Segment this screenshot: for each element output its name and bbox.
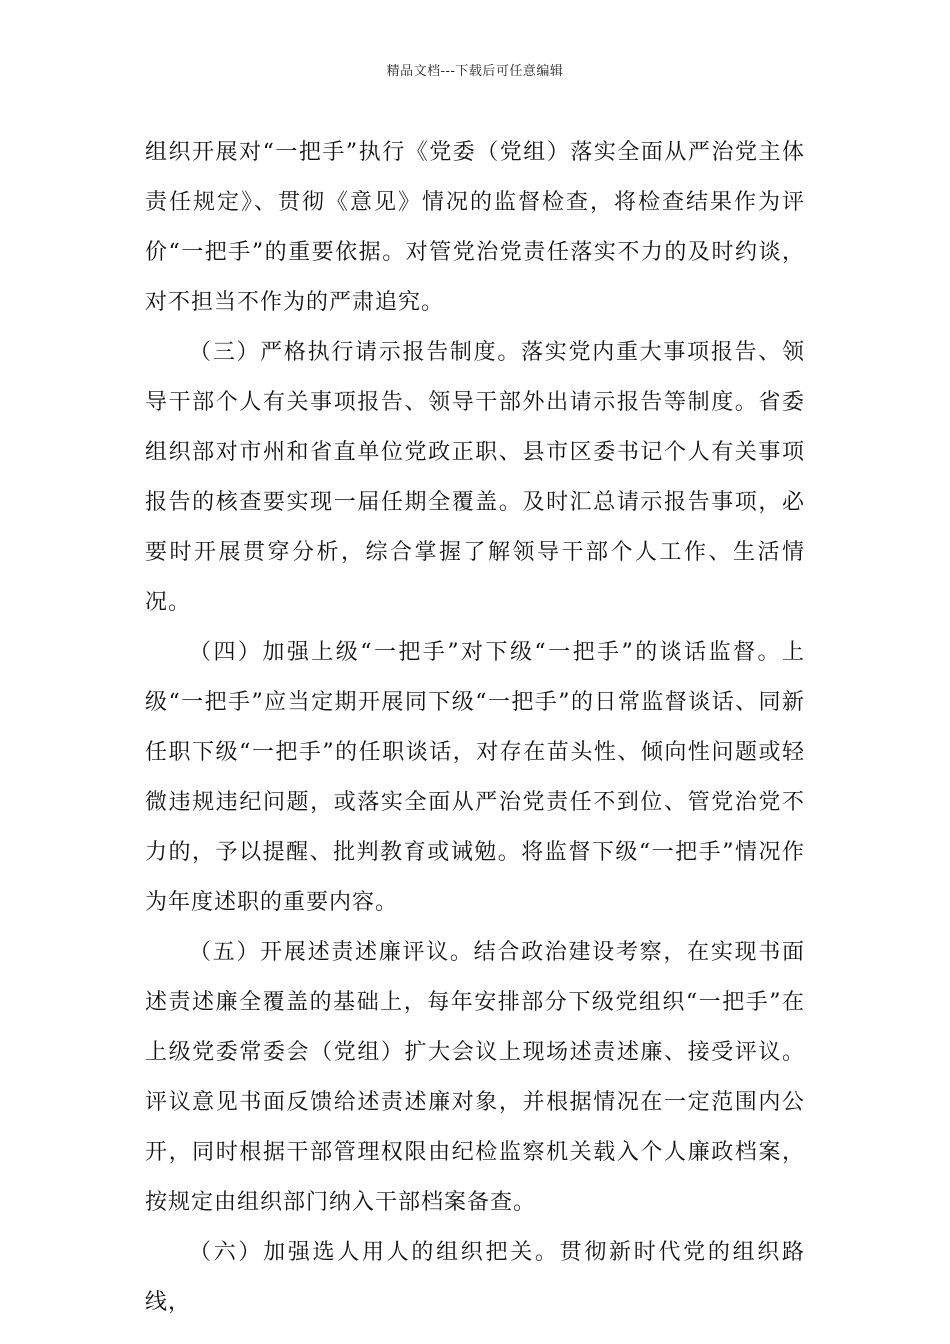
paragraph-section-4: （四）加强上级“一把手”对下级“一把手”的谈话监督。上级“一把手”应当定期开展同下级“一把手”的日常监督谈话、同新任职下级“一把手”的任职谈话，对存在苗头性、倾向性问题或轻微违规违纪问题，或落实全面从严治党责任不到位、管党治党不力的，予以提醒、批判教育或诫勉。将监督下级“一把手”情况作为年度述职的重要内容。: [145, 640, 805, 915]
page-header: 精品文档---下载后可任意编辑: [386, 64, 564, 79]
paragraph-section-6: （六）加强选人用人的组织把关。贯彻新时代党的组织路线，: [145, 1240, 805, 1315]
paragraph-continuation: 组织开展对“一把手”执行《党委（党组）落实全面从严治党主体责任规定》、贯彻《意见》情况的监督检查，将检查结果作为评价“一把手”的重要依据。对管党治党责任落实不力的及时约谈，对不担当不作为的严肃追究。: [145, 140, 805, 315]
paragraph-section-3: （三）严格执行请示报告制度。落实党内重大事项报告、领导干部个人有关事项报告、领导干部外出请示报告等制度。省委组织部对市州和省直单位党政正职、县市区委书记个人有关事项报告的核查要实现一届任期全覆盖。及时汇总请示报告事项，必要时开展贯穿分析，综合掌握了解领导干部个人工作、生活情况。: [145, 340, 805, 615]
paragraph-section-5: （五）开展述责述廉评议。结合政治建设考察，在实现书面述责述廉全覆盖的基础上，每年安排部分下级党组织“一把手”在上级党委常委会（党组）扩大会议上现场述责述廉、接受评议。评议意见书面反馈给述责述廉对象，并根据情况在一定范围内公开，同时根据干部管理权限由纪检监察机关载入个人廉政档案，按规定由组织部门纳入干部档案备查。: [145, 940, 805, 1215]
document-body: [145, 128, 805, 1328]
